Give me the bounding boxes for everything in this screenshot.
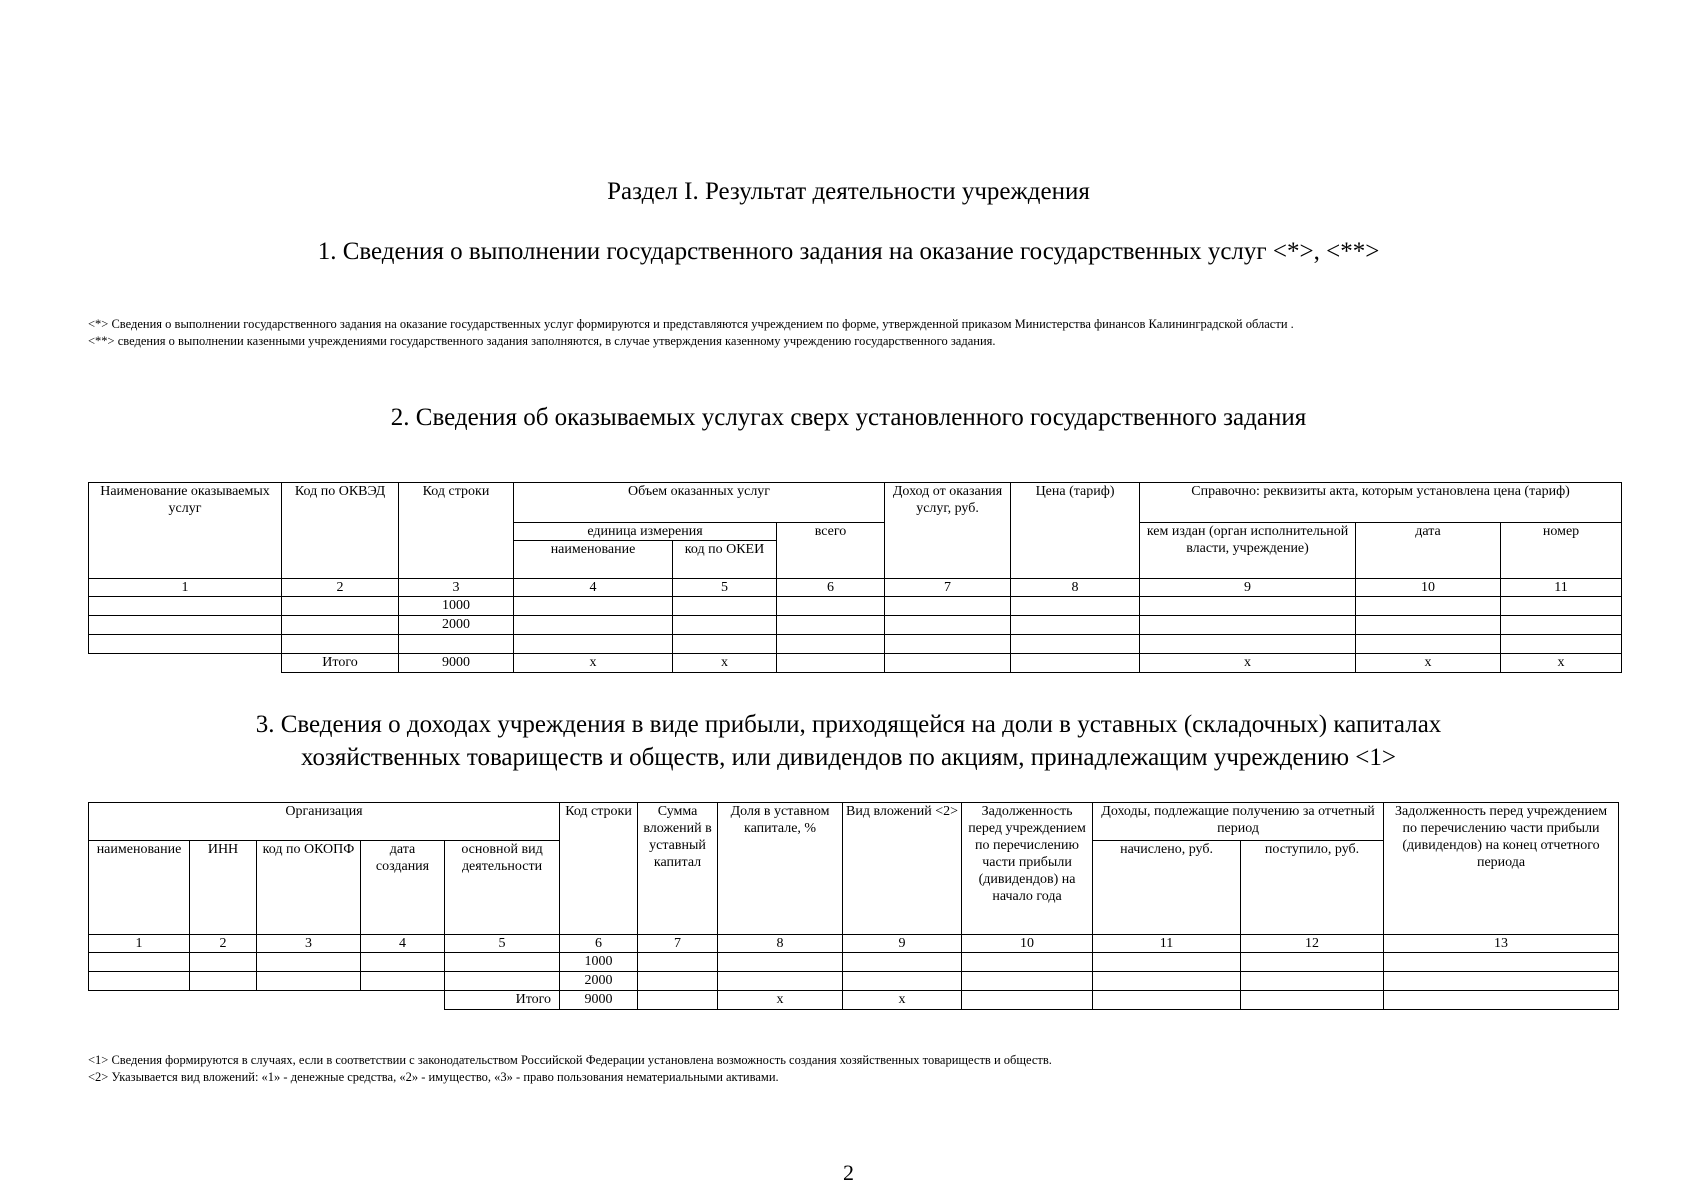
subsection-3-title-line2: хозяйственных товариществ и обществ, или дивидендов по акциям, принадлежащим учреждению <1> — [300, 744, 1397, 771]
col-num: 11 — [1093, 935, 1241, 953]
header-activity: основной вид деятельности — [445, 841, 560, 935]
col-num: 7 — [885, 579, 1011, 597]
dividends-table — [88, 802, 1619, 1010]
row-code: 2000 — [399, 616, 514, 635]
header-unit-name: наименование — [514, 541, 673, 579]
total-code: 9000 — [399, 654, 514, 673]
table-row — [89, 953, 1619, 972]
table-row — [89, 635, 1622, 654]
x-mark: х — [1356, 654, 1501, 673]
col-num: 3 — [257, 935, 361, 953]
col-num: 3 — [399, 579, 514, 597]
header-number: номер — [1501, 523, 1622, 579]
header-issuer: кем издан (орган исполнительной власти, учреждение) — [1140, 523, 1356, 579]
table-row — [89, 972, 1619, 991]
col-num: 8 — [718, 935, 843, 953]
header-created: дата создания — [361, 841, 445, 935]
footnote-1: <1> Сведения формируются в случаях, если в соответствии с законодательством Российской Федерации установлена возможность создания хозяйственных товариществ и обществ. — [88, 1053, 1052, 1067]
subsection-1-title: 1. Сведения о выполнении государственного задания на оказание государственных услуг <*>, <**> — [317, 238, 1380, 265]
col-num: 4 — [361, 935, 445, 953]
total-label: Итого — [445, 991, 560, 1010]
total-row — [89, 991, 1619, 1010]
col-num: 10 — [962, 935, 1093, 953]
header-date: дата — [1356, 523, 1501, 579]
header-invest-sum: Сумма вложений в уставный капитал — [638, 803, 718, 935]
footnotes-2 — [88, 1052, 1618, 1086]
header-reference: Справочно: реквизиты акта, которым установлена цена (тариф) — [1140, 483, 1622, 523]
col-num: 10 — [1356, 579, 1501, 597]
subsection-3-title-line1: 3. Сведения о доходах учреждения в виде прибыли, приходящейся на доли в уставных (складочных) капиталах — [255, 711, 1442, 738]
header-service-name: Наименование оказываемых услуг — [89, 483, 282, 579]
header-unit-okei: код по ОКЕИ — [673, 541, 777, 579]
footnotes-1 — [88, 316, 1618, 350]
header-received: поступило, руб. — [1241, 841, 1384, 935]
col-num: 5 — [673, 579, 777, 597]
col-num: 2 — [282, 579, 399, 597]
col-num: 5 — [445, 935, 560, 953]
x-mark: х — [843, 991, 962, 1010]
col-num: 2 — [190, 935, 257, 953]
footnote-2: <2> Указывается вид вложений: «1» - денежные средства, «2» - имущество, «3» - право пользования нематериальными активами. — [88, 1070, 779, 1084]
row-code: 1000 — [560, 953, 638, 972]
col-num: 1 — [89, 579, 282, 597]
footnote-double-star: <**> сведения о выполнении казенными учреждениями государственного задания заполняются, в случае утверждения казенному учреждению государственного задания. — [88, 334, 996, 348]
header-income: Доход от оказания услуг, руб. — [885, 483, 1011, 579]
section-title: Раздел I. Результат деятельности учреждения — [607, 178, 1090, 205]
header-row-code: Код строки — [560, 803, 638, 935]
header-okved: Код по ОКВЭД — [282, 483, 399, 579]
table-row — [89, 597, 1622, 616]
col-num: 6 — [777, 579, 885, 597]
col-num: 9 — [843, 935, 962, 953]
header-accrued: начислено, руб. — [1093, 841, 1241, 935]
header-total: всего — [777, 523, 885, 579]
header-okopf: код по ОКОПФ — [257, 841, 361, 935]
column-numbers-row — [89, 935, 1619, 953]
header-debt-end: Задолженность перед учреждением по перечислению части прибыли (дивидендов) на конец отчетного периода — [1384, 803, 1619, 935]
subsection-3-title — [0, 708, 1697, 774]
header-unit: единица измерения — [514, 523, 777, 541]
subsection-2-title: 2. Сведения об оказываемых услугах сверх установленного государственного задания — [390, 404, 1307, 431]
x-mark: х — [1501, 654, 1622, 673]
header-volume: Объем оказанных услуг — [514, 483, 885, 523]
col-num: 4 — [514, 579, 673, 597]
header-debt-start: Задолженность перед учреждением по перечислению части прибыли (дивидендов) на начало года — [962, 803, 1093, 935]
x-mark: х — [514, 654, 673, 673]
header-inn: ИНН — [190, 841, 257, 935]
x-mark: х — [1140, 654, 1356, 673]
header-invest-type: Вид вложений <2> — [843, 803, 962, 935]
header-row-code: Код строки — [399, 483, 514, 579]
col-num: 6 — [560, 935, 638, 953]
col-num: 12 — [1241, 935, 1384, 953]
page-number: 2 — [843, 1160, 854, 1185]
col-num: 7 — [638, 935, 718, 953]
header-price: Цена (тариф) — [1011, 483, 1140, 579]
x-mark: х — [718, 991, 843, 1010]
col-num: 13 — [1384, 935, 1619, 953]
header-organization: Организация — [89, 803, 560, 841]
col-num: 1 — [89, 935, 190, 953]
total-label: Итого — [282, 654, 399, 673]
col-num: 8 — [1011, 579, 1140, 597]
row-code: 1000 — [399, 597, 514, 616]
row-code: 2000 — [560, 972, 638, 991]
header-income-period: Доходы, подлежащие получению за отчетный период — [1093, 803, 1384, 841]
x-mark: х — [673, 654, 777, 673]
total-row — [89, 654, 1622, 673]
col-num: 11 — [1501, 579, 1622, 597]
header-share: Доля в уставном капитале, % — [718, 803, 843, 935]
table-row — [89, 616, 1622, 635]
col-num: 9 — [1140, 579, 1356, 597]
total-code: 9000 — [560, 991, 638, 1010]
services-table — [88, 482, 1622, 673]
footnote-star: <*> Сведения о выполнении государственного задания на оказание государственных услуг формируются и представляются учреждением по форме, утвержденной приказом Министерства финансов Калининградской области . — [88, 317, 1294, 331]
header-org-name: наименование — [89, 841, 190, 935]
column-numbers-row — [89, 579, 1622, 597]
